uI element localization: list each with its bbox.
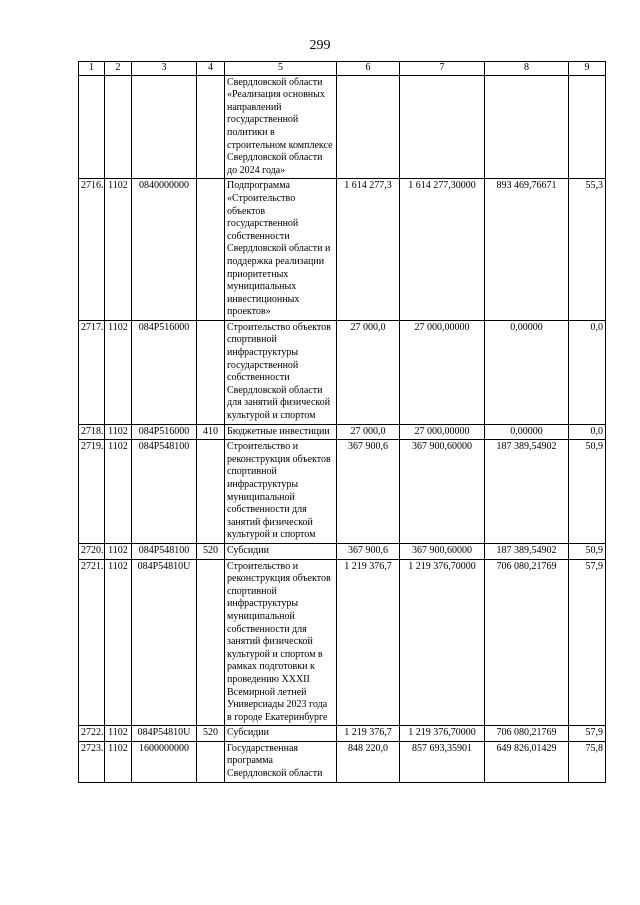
target-article-code: 084P516000 xyxy=(132,320,197,424)
value-col9: 57,9 xyxy=(569,726,606,742)
value-col6: 27 000,0 xyxy=(337,424,400,440)
value-col7 xyxy=(400,75,485,179)
value-col9: 0,0 xyxy=(569,320,606,424)
item-name: Строительство и реконструкция объектов спортивной инфраструктуры муниципальной собственности для занятий физической культурой и спортом в рамках подготовки к проведению XXXII Всемирной летней Универсиады 2023 года в городе Екатеринбурге xyxy=(225,559,337,726)
value-col8: 187 389,54902 xyxy=(485,440,569,544)
target-article-code: 084P548100 xyxy=(132,440,197,544)
expense-type-code xyxy=(197,741,225,782)
expense-type-code xyxy=(197,320,225,424)
value-col7: 1 614 277,30000 xyxy=(400,179,485,321)
column-header: 7 xyxy=(400,62,485,76)
row-number: 2717. xyxy=(79,320,105,424)
expense-type-code: 520 xyxy=(197,543,225,559)
column-header: 4 xyxy=(197,62,225,76)
row-number: 2723. xyxy=(79,741,105,782)
value-col7: 27 000,00000 xyxy=(400,424,485,440)
target-article-code: 084P548100 xyxy=(132,543,197,559)
column-header: 1 xyxy=(79,62,105,76)
value-col7: 367 900,60000 xyxy=(400,440,485,544)
item-name: Государственная программа Свердловской области xyxy=(225,741,337,782)
value-col6: 367 900,6 xyxy=(337,440,400,544)
section-code: 1102 xyxy=(105,559,132,726)
table-row xyxy=(79,726,606,742)
target-article-code: 084P54810U xyxy=(132,559,197,726)
expense-type-code xyxy=(197,440,225,544)
target-article-code: 084P516000 xyxy=(132,424,197,440)
value-col6: 848 220,0 xyxy=(337,741,400,782)
value-col6: 27 000,0 xyxy=(337,320,400,424)
value-col8: 0,00000 xyxy=(485,424,569,440)
table-row xyxy=(79,741,606,782)
item-name: Свердловской области «Реализация основных направлений государственной политики в строительном комплексе Свердловской области до 2024 года» xyxy=(225,75,337,179)
value-col6: 1 219 376,7 xyxy=(337,726,400,742)
item-name: Строительство объектов спортивной инфраструктуры государственной собственности Свердловской области для занятий физической культурой и спортом xyxy=(225,320,337,424)
value-col7: 1 219 376,70000 xyxy=(400,726,485,742)
value-col9 xyxy=(569,75,606,179)
table-row xyxy=(79,440,606,544)
target-article-code: 0840000000 xyxy=(132,179,197,321)
column-header: 2 xyxy=(105,62,132,76)
item-name: Строительство и реконструкция объектов спортивной инфраструктуры муниципальной собственности для занятий физической культурой и спортом xyxy=(225,440,337,544)
value-col8: 706 080,21769 xyxy=(485,726,569,742)
header-row xyxy=(79,62,606,76)
value-col8: 706 080,21769 xyxy=(485,559,569,726)
value-col9: 75,8 xyxy=(569,741,606,782)
value-col7: 27 000,00000 xyxy=(400,320,485,424)
row-number xyxy=(79,75,105,179)
value-col6: 1 614 277,3 xyxy=(337,179,400,321)
column-header: 5 xyxy=(225,62,337,76)
section-code: 1102 xyxy=(105,543,132,559)
table-body xyxy=(79,75,606,782)
target-article-code xyxy=(132,75,197,179)
value-col6: 1 219 376,7 xyxy=(337,559,400,726)
value-col8: 893 469,76671 xyxy=(485,179,569,321)
row-number: 2722. xyxy=(79,726,105,742)
table-row xyxy=(79,559,606,726)
column-header: 8 xyxy=(485,62,569,76)
budget-table xyxy=(78,61,606,783)
section-code: 1102 xyxy=(105,741,132,782)
section-code: 1102 xyxy=(105,179,132,321)
expense-type-code: 520 xyxy=(197,726,225,742)
value-col8: 187 389,54902 xyxy=(485,543,569,559)
section-code: 1102 xyxy=(105,320,132,424)
row-number: 2721. xyxy=(79,559,105,726)
value-col8 xyxy=(485,75,569,179)
value-col6 xyxy=(337,75,400,179)
target-article-code: 084P54810U xyxy=(132,726,197,742)
table-row xyxy=(79,179,606,321)
column-header: 6 xyxy=(337,62,400,76)
row-number: 2720. xyxy=(79,543,105,559)
value-col9: 55,3 xyxy=(569,179,606,321)
value-col8: 649 826,01429 xyxy=(485,741,569,782)
section-code: 1102 xyxy=(105,424,132,440)
column-header: 9 xyxy=(569,62,606,76)
value-col7: 367 900,60000 xyxy=(400,543,485,559)
value-col9: 57,9 xyxy=(569,559,606,726)
table-row xyxy=(79,424,606,440)
table-row xyxy=(79,320,606,424)
target-article-code: 1600000000 xyxy=(132,741,197,782)
table-row xyxy=(79,75,606,179)
expense-type-code: 410 xyxy=(197,424,225,440)
value-col9: 50,9 xyxy=(569,543,606,559)
value-col9: 50,9 xyxy=(569,440,606,544)
section-code: 1102 xyxy=(105,726,132,742)
item-name: Бюджетные инвестиции xyxy=(225,424,337,440)
expense-type-code xyxy=(197,559,225,726)
column-header: 3 xyxy=(132,62,197,76)
expense-type-code xyxy=(197,75,225,179)
row-number: 2719. xyxy=(79,440,105,544)
item-name: Подпрограмма «Строительство объектов государственной собственности Свердловской области и поддержка реализации приоритетных муниципальных инвестиционных проектов» xyxy=(225,179,337,321)
table-row xyxy=(79,543,606,559)
row-number: 2716. xyxy=(79,179,105,321)
item-name: Субсидии xyxy=(225,726,337,742)
section-code: 1102 xyxy=(105,440,132,544)
expense-type-code xyxy=(197,179,225,321)
value-col7: 1 219 376,70000 xyxy=(400,559,485,726)
value-col6: 367 900,6 xyxy=(337,543,400,559)
section-code xyxy=(105,75,132,179)
page-number: 299 xyxy=(309,38,331,53)
row-number: 2718. xyxy=(79,424,105,440)
value-col9: 0,0 xyxy=(569,424,606,440)
value-col8: 0,00000 xyxy=(485,320,569,424)
item-name: Субсидии xyxy=(225,543,337,559)
value-col7: 857 693,35901 xyxy=(400,741,485,782)
